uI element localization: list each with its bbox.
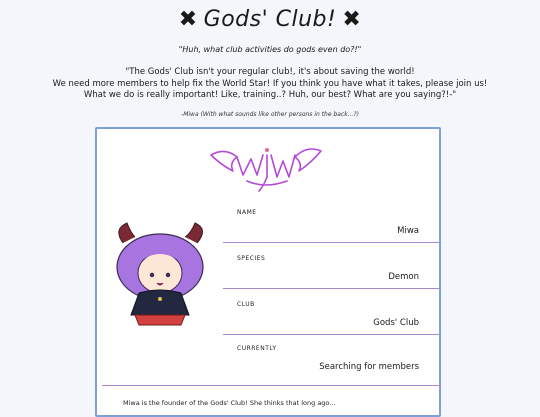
field-club [223,301,439,335]
field-label: CURRENTLY [237,345,277,352]
logo-text: MIWA [266,171,269,172]
field-species [223,255,439,289]
field-divider [223,288,439,289]
field-label: NAME [237,209,257,216]
field-value: Searching for members [319,362,419,372]
character-illustration [105,215,215,335]
intro-line: "The Gods' Club isn't your regular club!, it's about saving the world! [125,67,415,77]
cross-mark-icon: ✖ [178,7,198,32]
field-name [223,209,439,243]
page-title [0,6,540,34]
field-value: Demon [388,272,419,282]
field-value: Miwa [397,226,419,236]
field-value: Gods' Club [373,318,419,328]
cross-mark-icon: ✖ [342,7,362,32]
intro-line: What we do is really important! Like, training..? Huh, our best? What are you saying?!-" [83,90,457,100]
intro-line: We need more members to help fix the World Star! If you think you have what it takes, please join us! [52,78,488,89]
quote-credit: -Miwa (With what sounds like other persons in the back...?) [181,111,359,118]
profile-card [95,127,441,417]
field-currently [223,345,439,373]
field-divider [223,242,439,243]
intro-quote: "Huh, what club activities do gods even do?!" [178,45,362,54]
field-divider [223,334,439,335]
page-title-text: Gods' Club! [203,7,337,32]
miwa-logo [207,141,325,193]
field-label: CLUB [237,301,255,308]
character-description: Miwa is the founder of the Gods' Club! She thinks that long ago... [123,399,336,407]
section-divider [102,385,440,386]
intro-paragraph [0,67,540,102]
field-label: SPECIES [237,255,266,262]
